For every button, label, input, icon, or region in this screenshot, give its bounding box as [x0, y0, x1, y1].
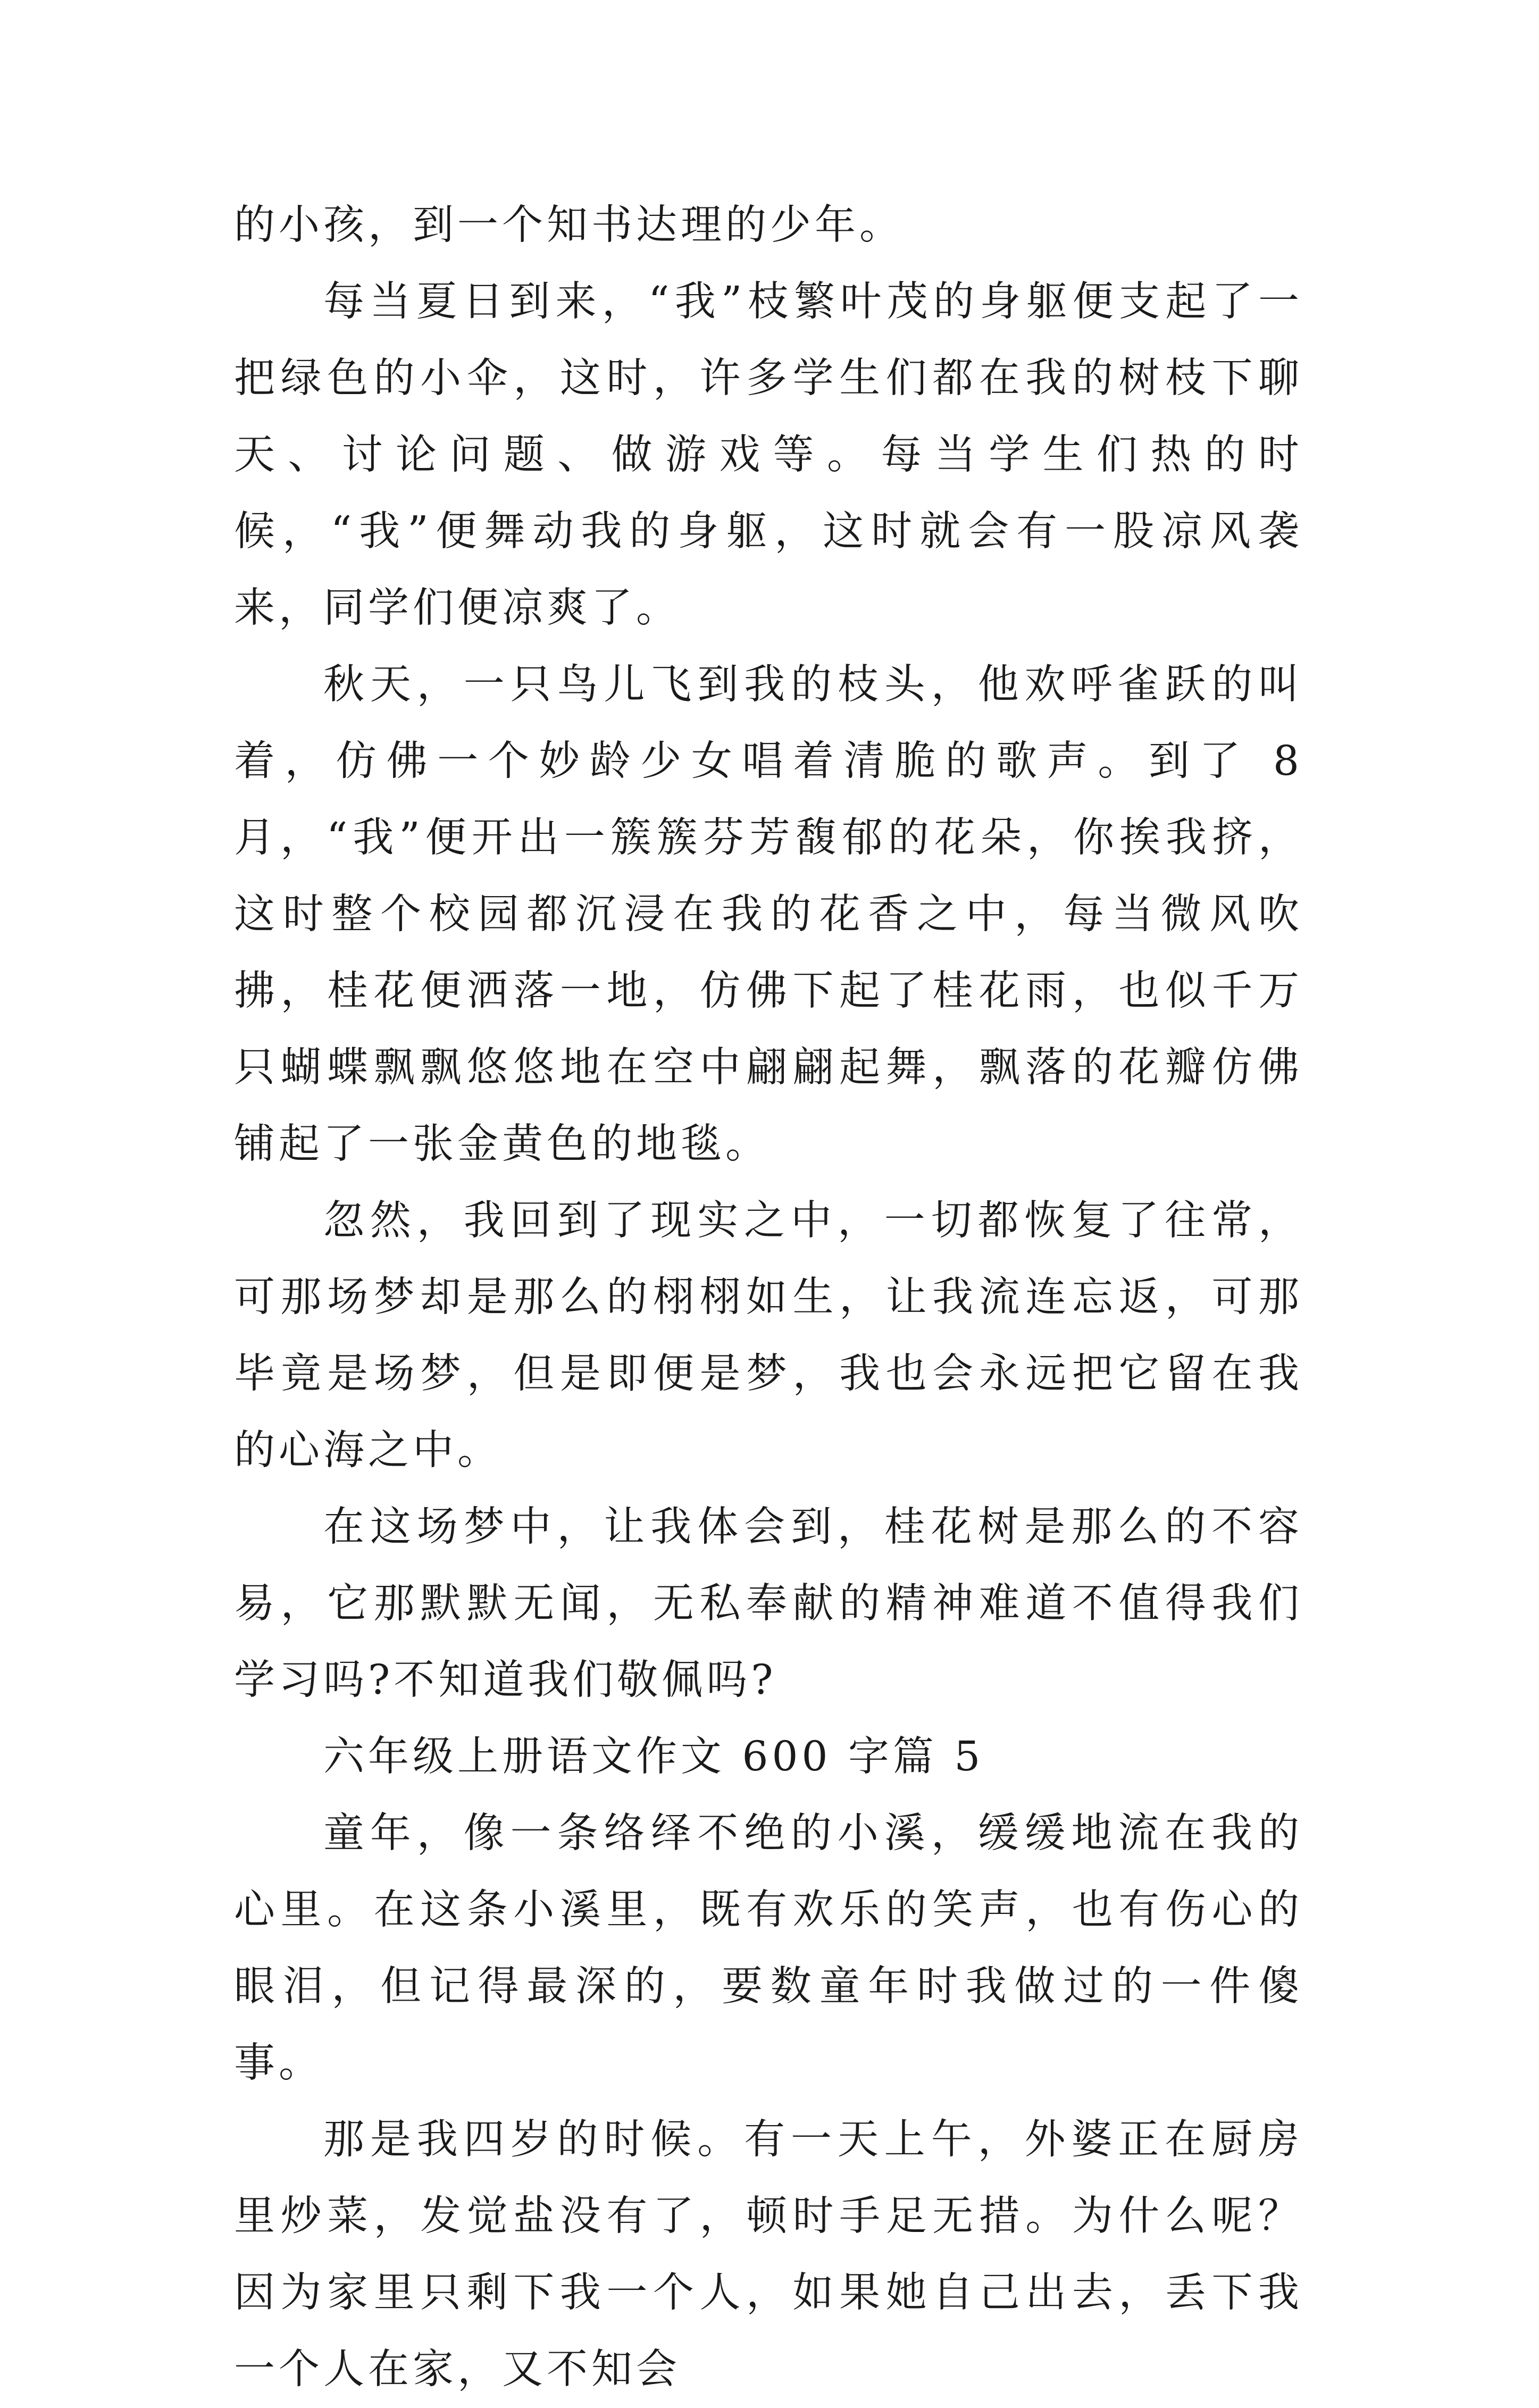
paragraph-reflection: 在这场梦中，让我体会到，桂花树是那么的不容易，它那默默无闻，无私奉献的精神难道不值得我们学习吗?不知道我们敬佩吗?	[234, 1503, 1303, 1704]
paragraph-summer: 每当夏日到来，“我”枝繁叶茂的身躯便支起了一把绿色的小伞，这时，许多学生们都在我的树枝下聊天、讨论问题、做游戏等。每当学生们热的时候，“我”便舞动我的身躯，这时就会有一股凉风袭来，同学们便凉爽了。	[234, 278, 1303, 632]
paragraph-continuation: 的小孩，到一个知书达理的少年。	[234, 202, 904, 249]
paragraph-childhood: 童年，像一条络绎不绝的小溪，缓缓地流在我的心里。在这条小溪里，既有欢乐的笑声，也有伤心的眼泪，但记得最深的，要数童年时我做过的一件傻事。	[234, 1810, 1303, 2087]
paragraph-awakening: 忽然，我回到了现实之中，一切都恢复了往常，可那场梦却是那么的栩栩如生，让我流连忘返，可那毕竟是场梦，但是即便是梦，我也会永远把它留在我的心海之中。	[234, 1197, 1303, 1474]
section-heading: 六年级上册语文作文 600 字篇 5	[323, 1733, 984, 1780]
paragraph-autumn: 秋天，一只鸟儿飞到我的枝头，他欢呼雀跃的叫着，仿佛一个妙龄少女唱着清脆的歌声。到了 8 月，“我”便开出一簇簇芬芳馥郁的花朵，你挨我挤，这时整个校园都沉浸在我的花香之中，每当微风吹拂，桂花便洒落一地，仿佛下起了桂花雨，也似千万只蝴蝶飘飘悠悠地在空中翩翩起舞，飘落的花瓣仿佛铺起了一张金黄色的地毯。	[234, 661, 1303, 1168]
paragraph-story: 那是我四岁的时候。有一天上午，外婆正在厨房里炒菜，发觉盐没有了，顿时手足无措。为什么呢？因为家里只剩下我一个人，如果她自己出去，丢下我一个人在家，又不知会	[234, 2116, 1303, 2393]
article-body	[234, 187, 1303, 2408]
